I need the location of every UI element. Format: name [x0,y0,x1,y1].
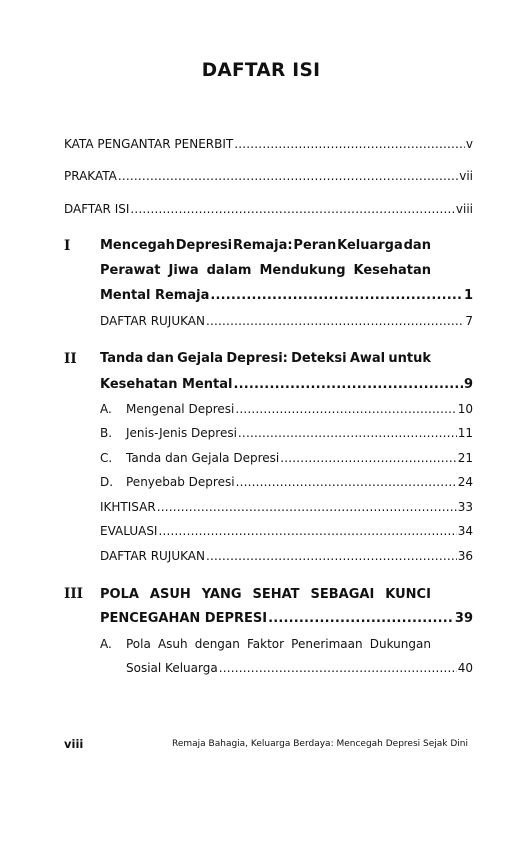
section-word: Asuh [157,637,188,651]
chapter-3-title-line-1[interactable] [100,587,431,602]
title-word: Mendukung [259,263,346,278]
toc-entry-ch1-rujukan[interactable] [100,314,473,328]
title-word: Depresi: [226,351,288,366]
chapter-number: II [64,351,77,367]
section-letter: D. [100,475,114,489]
section-letter: C. [100,451,113,465]
title-word: SEBAGAI [310,587,375,602]
dot-leader [235,402,456,416]
toc-entry-label: KATA PENGANTAR PENERBIT [64,137,234,151]
dot-leader [236,475,457,489]
toc-entry-label: Sosial Keluarga [126,661,218,675]
dot-leader [206,549,457,563]
toc-entry-label: PENCEGAHAN DEPRESI [100,611,268,626]
toc-entry-label: DAFTAR ISI [64,202,130,216]
dot-leader [210,288,463,303]
toc-entry-page: 11 [457,426,473,440]
section-word: Penerimaan [291,637,363,651]
toc-entry-page: 36 [457,549,473,563]
title-word: dan [403,238,431,253]
toc-entry-ch2-section-a[interactable] [100,402,473,416]
toc-entry-page: 24 [457,475,473,489]
title-word: Perawat [100,263,161,278]
toc-entry-label: EVALUASI [100,524,158,538]
section-word: Pola [126,637,151,651]
chapter-1-title-last-line[interactable] [100,288,473,303]
chapter-number: III [64,586,83,602]
title-word: untuk [388,351,431,366]
title-word: dalam [206,263,252,278]
title-word: Awal [349,351,386,366]
dot-leader [118,169,458,183]
toc-entry-label: Penyebab Depresi [126,475,235,489]
title-word: Depresi [175,238,233,253]
title-word: ASUH [149,587,191,602]
toc-entry-page: vii [459,169,473,183]
title-word: Jiwa [168,263,199,278]
toc-entry-label: Kesehatan Mental [100,377,233,392]
title-word: POLA [100,587,139,602]
title-word: Peran [293,238,337,253]
toc-entry-ch3-section-a-line-2[interactable] [126,661,473,675]
chapter-3-title-last-line[interactable] [100,611,473,626]
chapter-number: I [64,238,71,254]
page-title: DAFTAR ISI [201,60,321,81]
chapter-2-title-last-line[interactable] [100,377,473,392]
toc-entry-ch3-section-a-line-1[interactable] [126,637,431,651]
toc-entry-ch2-evaluasi[interactable] [100,524,473,538]
title-word: Remaja: [232,238,293,253]
toc-entry-page: 21 [457,451,473,465]
title-word: Keluarga [337,238,403,253]
section-word: Dukungan [369,637,431,651]
toc-entry-label: DAFTAR RUJUKAN [100,314,205,328]
dot-leader [206,314,464,328]
toc-entry-page: 33 [457,500,473,514]
toc-entry-ch2-rujukan[interactable] [100,549,473,563]
toc-entry-label: Mengenal Depresi [126,402,235,416]
title-word: dan [146,351,174,366]
section-word: Faktor [246,637,285,651]
footer-page-number: viii [64,737,84,751]
title-word: Deteksi [291,351,347,366]
toc-entry-ch2-section-b[interactable] [100,426,473,440]
toc-entry-prakata[interactable] [64,169,473,183]
chapter-2-title-line-1[interactable] [100,351,431,366]
title-word: Mencegah [100,238,175,253]
footer-book-title: Remaja Bahagia, Keluarga Berdaya: Mencegah Depresi Sejak Dini [172,739,468,749]
title-word: KUNCI [385,587,431,602]
dot-leader [157,500,457,514]
toc-entry-page: 39 [454,611,473,626]
toc-entry-page: 40 [457,661,473,675]
dot-leader [280,451,456,465]
toc-entry-label: DAFTAR RUJUKAN [100,549,205,563]
toc-entry-ch2-ikhtisar[interactable] [100,500,473,514]
toc-entry-page: v [465,137,473,151]
toc-entry-label: Jenis-Jenis Depresi [126,426,237,440]
toc-entry-page: 10 [457,402,473,416]
dot-leader [234,137,465,151]
chapter-1-title-line-2[interactable] [100,263,431,278]
dot-leader [238,426,457,440]
toc-entry-ch2-section-d[interactable] [100,475,473,489]
dot-leader [233,377,462,392]
dot-leader [130,202,455,216]
toc-entry-page: 1 [463,288,473,303]
section-word: dengan [194,637,240,651]
section-letter: A. [100,402,112,416]
chapter-1-title-line-1[interactable] [100,238,431,253]
dot-leader [268,611,454,626]
toc-entry-page: 7 [465,314,473,328]
toc-entry-label: IKHTISAR [100,500,156,514]
title-word: Gejala [177,351,224,366]
section-letter: A. [100,637,112,651]
toc-entry-kata-pengantar[interactable] [64,137,473,151]
toc-entry-label: PRAKATA [64,169,117,183]
section-letter: B. [100,426,113,440]
title-word: SEHAT [252,587,300,602]
toc-entry-page: viii [455,202,473,216]
toc-entry-page: 34 [457,524,473,538]
dot-leader [158,524,456,538]
title-word: YANG [201,587,242,602]
title-word: Tanda [100,351,144,366]
toc-entry-label: Tanda dan Gejala Depresi [126,451,280,465]
title-word: Kesehatan [353,263,431,278]
toc-entry-page: 9 [463,377,473,392]
toc-entry-ch2-section-c[interactable] [100,451,473,465]
toc-entry-label: Mental Remaja [100,288,210,303]
toc-entry-daftar-isi[interactable] [64,202,473,216]
dot-leader [219,661,457,675]
